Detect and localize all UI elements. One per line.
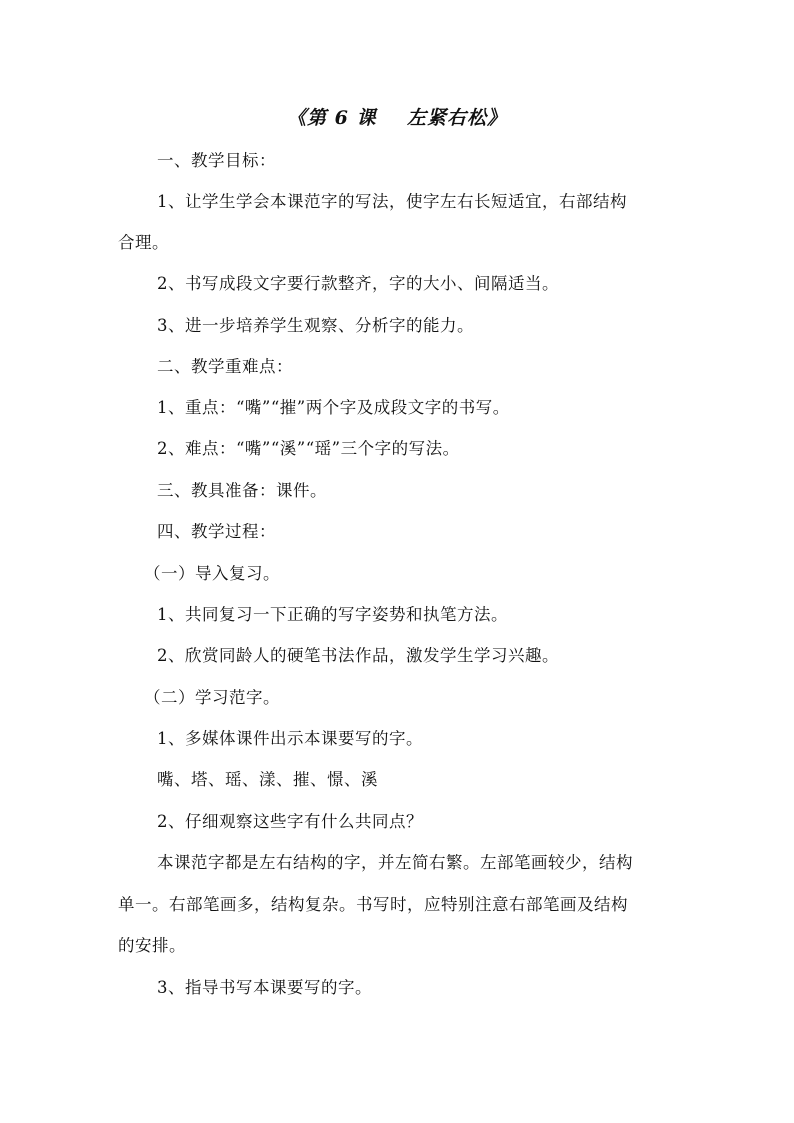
explanation-line-3: 的安排。	[118, 936, 186, 955]
key-point-1: 1、重点：“嘴”“摧”两个字及成段文字的书写。	[157, 398, 510, 417]
objective-1-continued: 合理。	[118, 233, 169, 252]
learn-step-1: 1、多媒体课件出示本课要写的字。	[157, 729, 423, 748]
section-heading-objectives: 一、教学目标：	[157, 151, 276, 170]
subsection-review: （一）导入复习。	[144, 564, 280, 583]
objective-3: 3、进一步培养学生观察、分析字的能力。	[157, 316, 474, 335]
subsection-learn-characters: （二）学习范字。	[144, 688, 280, 707]
learn-step-2: 2、仔细观察这些字有什么共同点？	[157, 812, 423, 831]
character-list: 嘴、塔、瑶、漾、摧、憬、溪	[157, 770, 378, 789]
explanation-line-2: 单一。右部笔画多，结构复杂。书写时，应特别注意右部笔画及结构	[118, 895, 628, 914]
explanation-line-1: 本课范字都是左右结构的字，并左简右繁。左部笔画较少，结构	[157, 853, 633, 872]
review-step-1: 1、共同复习一下正确的写字姿势和执笔方法。	[157, 605, 508, 624]
learn-step-3: 3、指导书写本课要写的字。	[157, 978, 372, 997]
lesson-title: 《第 6 课 左紧右松》	[287, 107, 507, 129]
objective-2: 2、书写成段文字要行款整齐，字的大小、间隔适当。	[157, 274, 559, 293]
objective-1: 1、让学生学会本课范字的写法，使字左右长短适宜，右部结构	[157, 192, 627, 211]
review-step-2: 2、欣赏同龄人的硬笔书法作品，激发学生学习兴趣。	[157, 646, 559, 665]
key-point-2: 2、难点：“嘴”“溪”“瑶”三个字的写法。	[157, 439, 460, 458]
section-heading-process: 四、教学过程：	[157, 522, 276, 541]
section-heading-key-points: 二、教学重难点：	[157, 357, 293, 376]
section-heading-materials: 三、教具准备：课件。	[157, 481, 327, 500]
